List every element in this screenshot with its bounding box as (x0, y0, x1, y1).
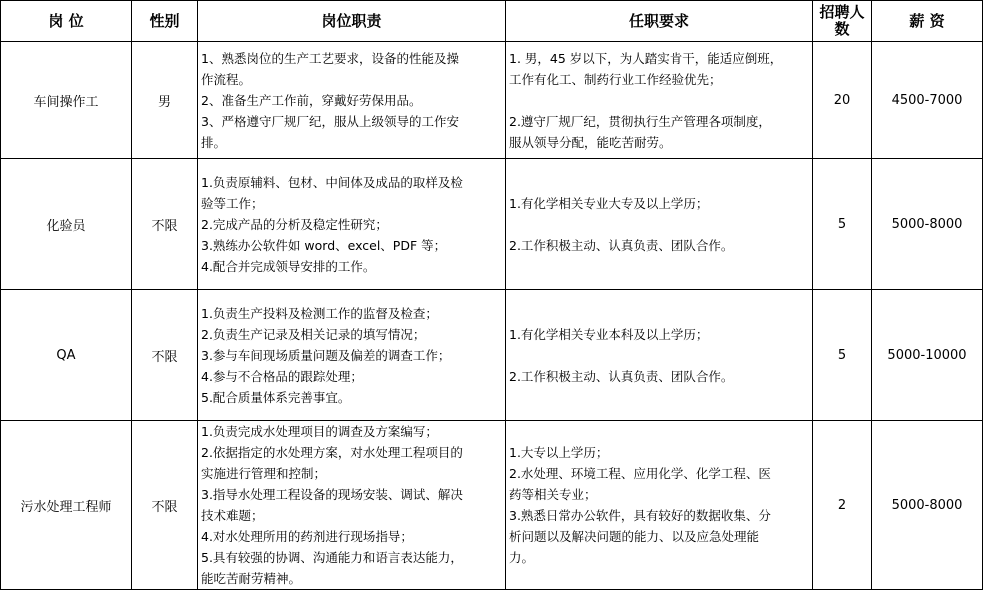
table-body (1, 42, 983, 590)
table-row (1, 290, 983, 421)
text-line: 3.参与车间现场质量问题及偏差的调查工作； (201, 347, 451, 363)
text-line: 3、严格遵守厂规厂纪，服从上级领导的工作安 (201, 113, 459, 129)
count-cell: 2 (813, 421, 872, 590)
text-line: 1.负责完成水处理项目的调查及方案编写； (201, 424, 438, 439)
text-line: 2、准备生产工作前，穿戴好劳保用品。 (201, 92, 422, 108)
position-cell: 化验员 (1, 159, 132, 290)
text-line: 1.大专以上学历； (509, 445, 609, 460)
text-line: 4.对水处理所用的药剂进行现场指导； (201, 529, 413, 544)
text-line: 5.具有较强的协调、沟通能力和语言表达能力， (201, 550, 463, 565)
duties-cell (198, 421, 506, 590)
text-line: 服从领导分配，能吃苦耐劳。 (509, 134, 672, 150)
header-count: 招聘人数 (813, 1, 872, 42)
text-line: 2.依据指定的水处理方案，对水处理工程项目的 (201, 445, 463, 460)
gender-cell: 不限 (132, 159, 198, 290)
text-line (509, 345, 809, 366)
duties-cell (198, 290, 506, 421)
text-line: 验等工作； (201, 195, 264, 211)
header-duties: 岗位职责 (198, 1, 506, 42)
text-line: 药等相关专业； (509, 487, 597, 502)
header-gender: 性别 (132, 1, 198, 42)
text-line: 析问题以及解决问题的能力、以及应急处理能 (509, 529, 760, 544)
text-line: 技术难题； (201, 508, 264, 523)
text-line: 3.熟练办公软件如 word、excel、PDF 等； (201, 237, 447, 253)
text-line: 排。 (201, 134, 227, 150)
salary-cell: 5000-8000 (872, 159, 983, 290)
text-line: 1. 男，45 岁以下，为人踏实肯干，能适应倒班， (509, 50, 783, 66)
duties-cell (198, 159, 506, 290)
text-line (509, 214, 809, 235)
text-line: 2.水处理、环境工程、应用化学、化学工程、医 (509, 466, 771, 481)
position-cell: QA (1, 290, 132, 421)
salary-cell: 4500-7000 (872, 42, 983, 159)
text-line: 能吃苦耐劳精神。 (201, 571, 302, 586)
text-line: 2.工作积极主动、认真负责、团队合作。 (509, 368, 734, 384)
gender-cell: 不限 (132, 290, 198, 421)
position-cell: 污水处理工程师 (1, 421, 132, 590)
count-cell: 5 (813, 159, 872, 290)
requirements-cell (506, 159, 813, 290)
text-line: 2.遵守厂规厂纪，贯彻执行生产管理各项制度， (509, 113, 771, 129)
requirements-cell (506, 421, 813, 590)
requirements-cell (506, 42, 813, 159)
text-line: 1.有化学相关专业本科及以上学历； (509, 326, 709, 342)
text-line: 2.完成产品的分析及稳定性研究； (201, 216, 388, 232)
salary-cell: 5000-8000 (872, 421, 983, 590)
text-line: 5.配合质量体系完善事宜。 (201, 389, 351, 405)
text-line: 作流程。 (201, 71, 252, 87)
text-line: 实施进行管理和控制； (201, 466, 327, 481)
text-line: 1、熟悉岗位的生产工艺要求，设备的性能及操 (201, 50, 459, 66)
table-row (1, 421, 983, 590)
text-line: 力。 (509, 550, 535, 565)
text-line: 3.熟悉日常办公软件，具有较好的数据收集、分 (509, 508, 771, 523)
text-line: 2.负责生产记录及相关记录的填写情况； (201, 326, 426, 342)
count-cell: 20 (813, 42, 872, 159)
count-cell: 5 (813, 290, 872, 421)
text-line: 1.有化学相关专业大专及以上学历； (509, 195, 709, 211)
table-row (1, 159, 983, 290)
text-line: 1.负责生产投料及检测工作的监督及检查； (201, 305, 438, 321)
gender-cell: 男 (132, 42, 198, 159)
text-line: 工作有化工、制药行业工作经验优先； (509, 71, 722, 87)
salary-cell: 5000-10000 (872, 290, 983, 421)
header-salary: 薪 资 (872, 1, 983, 42)
header-position: 岗 位 (1, 1, 132, 42)
text-line: 3.指导水处理工程设备的现场安装、调试、解决 (201, 487, 463, 502)
text-line: 4.配合并完成领导安排的工作。 (201, 258, 376, 274)
position-cell: 车间操作工 (1, 42, 132, 159)
text-line: 2.工作积极主动、认真负责、团队合作。 (509, 237, 734, 253)
header-row (1, 1, 983, 42)
requirements-cell (506, 290, 813, 421)
table-row (1, 42, 983, 159)
text-line: 4.参与不合格品的跟踪处理； (201, 368, 363, 384)
header-requirements: 任职要求 (506, 1, 813, 42)
duties-cell (198, 42, 506, 159)
text-line (509, 90, 809, 111)
gender-cell: 不限 (132, 421, 198, 590)
text-line: 1.负责原辅料、包材、中间体及成品的取样及检 (201, 174, 463, 190)
